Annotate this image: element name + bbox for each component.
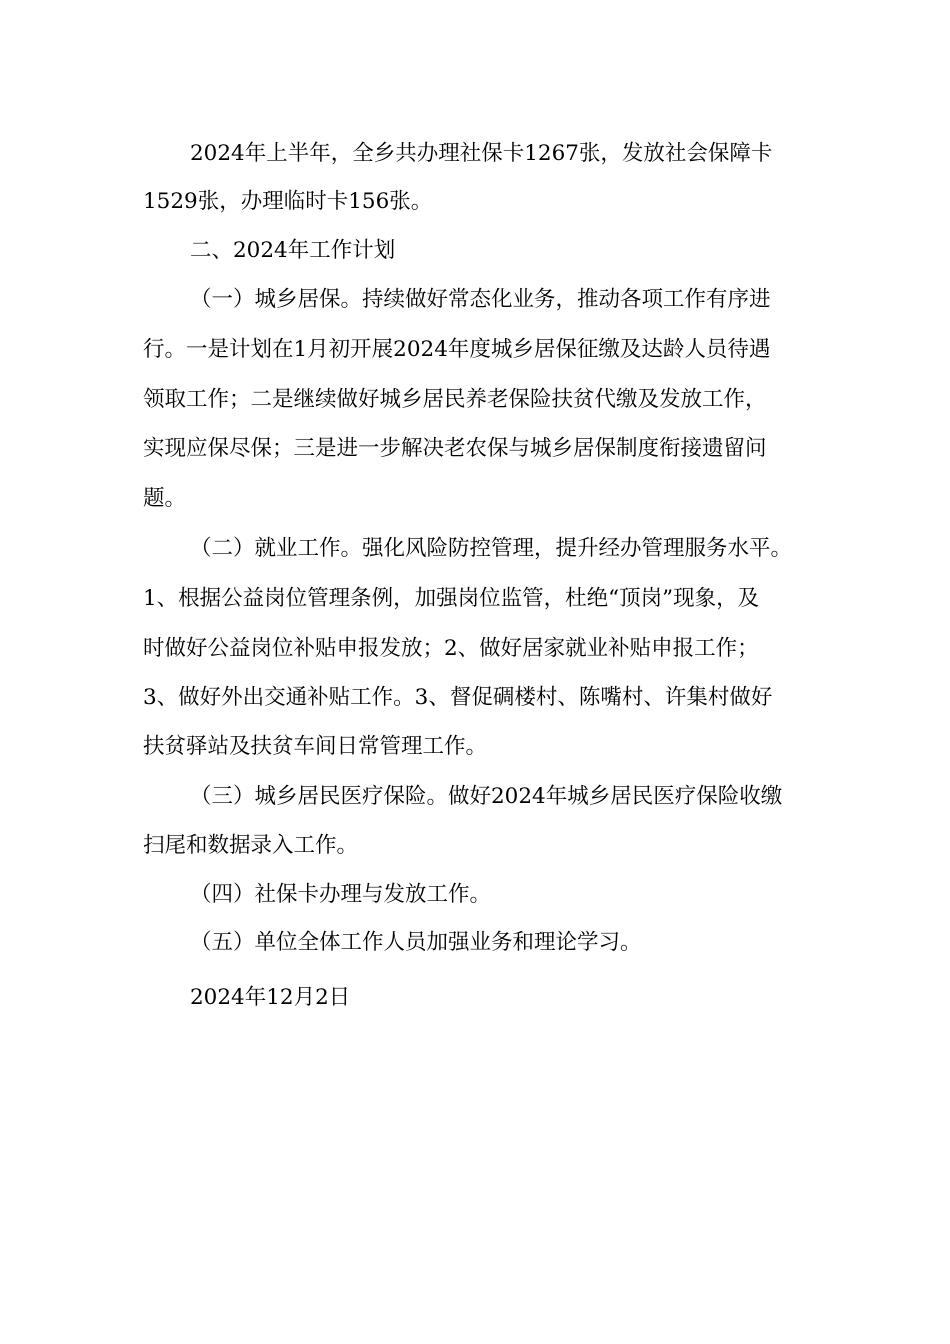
- paragraph-line: （二）就业工作。强化风险防控管理，提升经办管理服务水平。: [190, 536, 793, 561]
- paragraph-line: 2024年上半年，全乡共办理社保卡1267张，发放社会保障卡: [190, 141, 773, 166]
- paragraph-line: 领取工作；二是继续做好城乡居民养老保险扶贫代缴及发放工作，: [143, 387, 767, 412]
- paragraph-line: 扶贫驿站及扶贫车间日常管理工作。: [143, 734, 488, 759]
- paragraph-line: 行。一是计划在1月初开展2024年度城乡居保征缴及达龄人员待遇: [143, 337, 771, 362]
- paragraph-line: （四）社保卡办理与发放工作。: [190, 882, 492, 907]
- paragraph-line: 1、根据公益岗位管理条例，加强岗位监管，杜绝“顶岗”现象，及: [143, 586, 760, 611]
- section-heading: 二、2024年工作计划: [190, 238, 396, 263]
- paragraph-line: 1529张，办理临时卡156张。: [143, 189, 433, 214]
- document-date: 2024年12月2日: [190, 985, 351, 1010]
- paragraph-line: （一）城乡居保。持续做好常态化业务，推动各项工作有序进: [190, 287, 771, 312]
- paragraph-line: 实现应保尽保；三是进一步解决老农保与城乡居保制度衔接遗留问: [143, 436, 767, 461]
- paragraph-line: 3、做好外出交通补贴工作。3、督促碉楼村、陈嘴村、许集村做好: [143, 685, 773, 710]
- paragraph-line: （三）城乡居民医疗保险。做好2024年城乡居民医疗保险收缴: [190, 784, 783, 809]
- paragraph-line: 时做好公益岗位补贴申报发放；2、做好居家就业补贴申报工作；: [143, 636, 759, 661]
- paragraph-line: 扫尾和数据录入工作。: [143, 833, 359, 858]
- paragraph-line: （五）单位全体工作人员加强业务和理论学习。: [190, 930, 642, 955]
- paragraph-line: 题。: [143, 486, 187, 511]
